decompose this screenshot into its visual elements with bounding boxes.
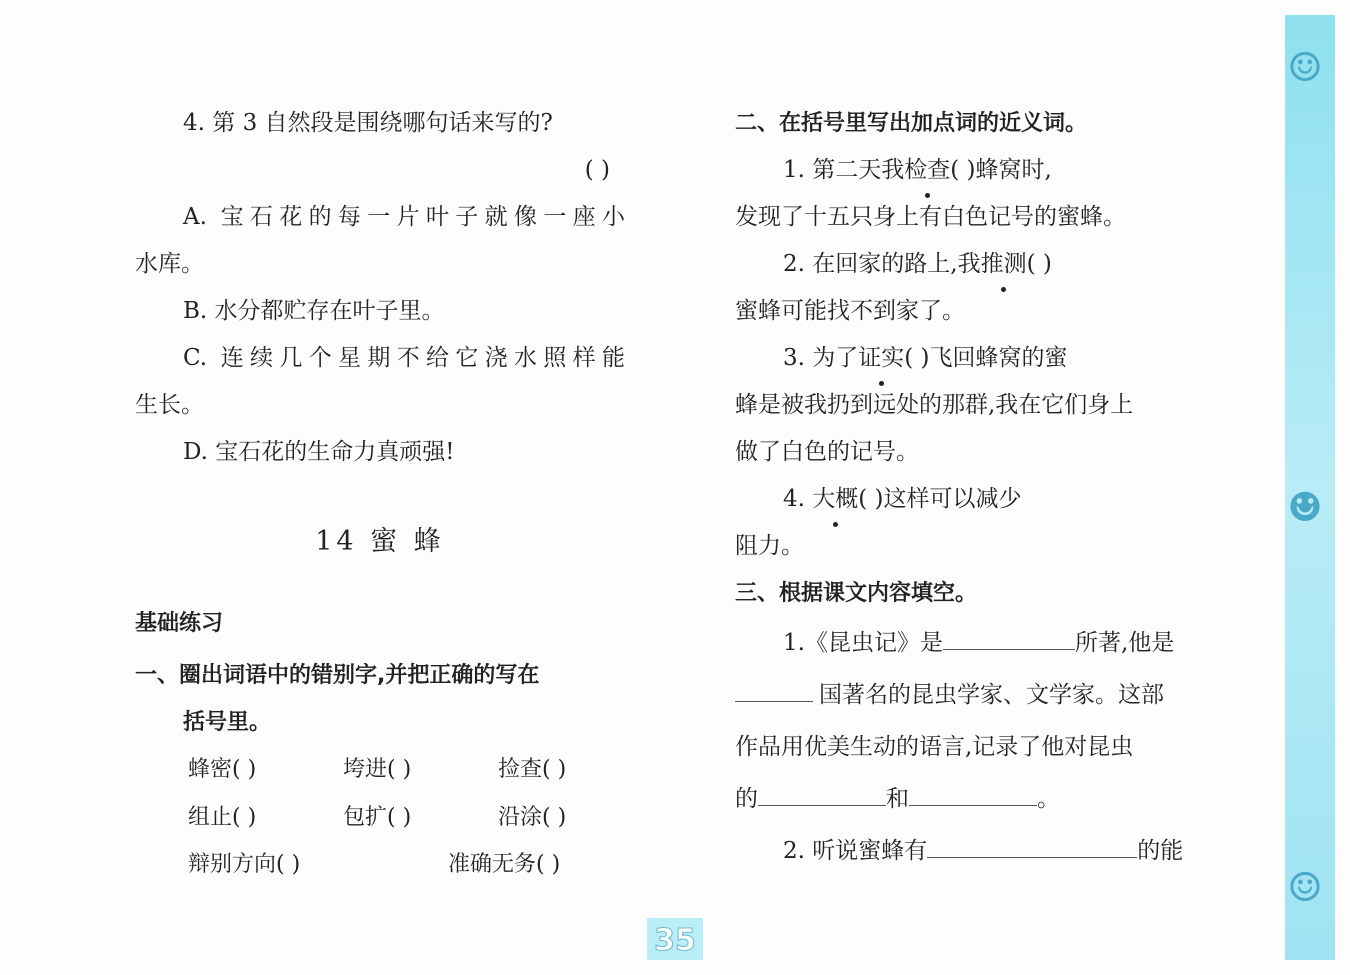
option-a-line-1: A. 宝石花的每一片叶子就像一座小 <box>183 204 625 230</box>
synonym-item-3-line-2: 蜂是被我扔到远处的那群,我在它们身上 <box>735 392 1134 418</box>
answer-blank[interactable] <box>927 833 1137 858</box>
answer-blank[interactable] <box>735 677 813 702</box>
synonym-item-1-line-2: 发现了十五只身上有白色记号的蜜蜂。 <box>735 204 1126 230</box>
left-column <box>135 100 625 888</box>
cartoon-character-icon: ☺ <box>1287 865 1323 911</box>
question-4: 4. 第 3 自然段是围绕哪句话来写的? <box>183 110 553 136</box>
fill-item-2: 2. 听说蜜蜂有 的能 <box>735 825 1215 877</box>
typo-words-grid <box>135 746 625 841</box>
synonym-item-2-line-2: 蜜蜂可能找不到家了。 <box>735 298 965 324</box>
typo-word: 准确无务( ) <box>448 852 561 877</box>
typo-word: 垮进( ) <box>343 757 412 782</box>
typo-word: 蜂密( ) <box>188 757 257 782</box>
typo-words-wide <box>135 841 625 888</box>
fill-item-1-line-2: 国著名的昆虫学家、文学家。这部 <box>735 669 1215 721</box>
section-1-title-line-2: 括号里。 <box>183 710 272 735</box>
option-c-line-1: C. 连续几个星期不给它浇水照样能 <box>183 345 625 371</box>
lesson-title: 14 蜜 蜂 <box>315 526 445 557</box>
section-1-title-line-1: 一、圈出词语中的错别字,并把正确的写在 <box>135 663 540 688</box>
answer-blank[interactable] <box>909 781 1037 806</box>
typo-word: 沿涂( ) <box>498 805 567 830</box>
typo-word: 辩别方向( ) <box>188 852 301 877</box>
synonym-item-4: 4. 大概( )这样可以减少 <box>735 476 1215 523</box>
section-3-title: 三、根据课文内容填空。 <box>735 581 978 606</box>
synonym-item-1: 1. 第二天我检查( )蜂窝时, <box>735 147 1215 194</box>
fill-item-1-line-3: 作品用优美生动的语言,记录了他对昆虫 <box>735 734 1134 760</box>
dotted-word: 检查 <box>904 147 950 194</box>
basic-practice-heading: 基础练习 <box>135 611 224 636</box>
typo-word: 包扩( ) <box>343 805 412 830</box>
decorative-sidebar <box>1285 15 1335 960</box>
answer-blank[interactable] <box>943 625 1075 650</box>
fill-item-1: 1.《昆虫记》是 所著,他是 <box>735 617 1215 669</box>
option-b: B. 水分都贮存在叶子里。 <box>183 298 445 324</box>
question-4-answer-paren: ( ) <box>584 157 610 183</box>
fill-item-1-line-4: 的 和 。 <box>735 773 1215 825</box>
page-number: 35 <box>647 918 703 960</box>
option-a-line-2: 水库。 <box>135 251 204 277</box>
cartoon-character-icon: ☺ <box>1287 45 1323 91</box>
dotted-word: 大概 <box>812 476 858 523</box>
section-2-title: 二、在括号里写出加点词的近义词。 <box>735 111 1088 136</box>
right-column <box>735 100 1215 877</box>
option-c-line-2: 生长。 <box>135 392 204 418</box>
synonym-item-3-line-3: 做了白色的记号。 <box>735 439 919 465</box>
cartoon-character-icon: ☻ <box>1287 485 1323 531</box>
synonym-item-4-line-2: 阻力。 <box>735 533 804 559</box>
synonym-item-3: 3. 为了证实( )飞回蜂窝的蜜 <box>735 335 1215 382</box>
option-d: D. 宝石花的生命力真顽强! <box>183 439 455 465</box>
answer-blank[interactable] <box>758 781 886 806</box>
dotted-word: 证实 <box>858 335 904 382</box>
typo-word: 捡查( ) <box>498 757 567 782</box>
typo-word: 组止( ) <box>188 805 257 830</box>
synonym-item-2: 2. 在回家的路上,我推测( ) <box>735 241 1215 288</box>
dotted-word: 推测 <box>981 241 1027 288</box>
